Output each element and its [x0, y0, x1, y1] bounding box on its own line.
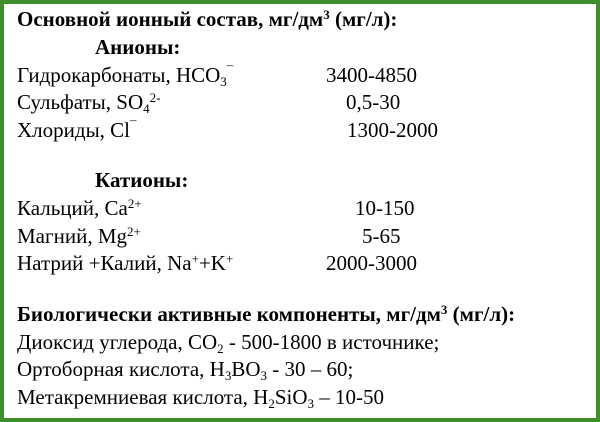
- heading-ionic-suffix: (мг/л):: [329, 7, 398, 31]
- bio-pre: Ортоборная кислота, H: [17, 357, 225, 381]
- anion-name: Сульфаты, SO: [17, 90, 144, 114]
- heading-ionic-composition: [17, 7, 397, 31]
- heading-bio-suffix: (мг/л):: [447, 302, 516, 326]
- bio-post: – 10-50: [314, 385, 385, 409]
- cation-value-magnesium: 5-65: [362, 224, 401, 248]
- anion-sup: 2-: [149, 90, 161, 105]
- heading-bio-sup: 3: [440, 302, 448, 317]
- bio-sub2: 3: [307, 396, 315, 411]
- cation-name: Кальций, Ca: [17, 196, 128, 220]
- bio-post: - 500-1800 в источнике;: [223, 330, 440, 354]
- cation-name: Натрий +Калий, Na: [17, 251, 192, 275]
- bio-row-carbon-dioxide: [17, 330, 439, 354]
- bio-sub: 2: [268, 396, 275, 411]
- anions-title: Анионы:: [95, 35, 181, 59]
- bio-row-metasilicic-acid: [17, 385, 384, 409]
- anion-value-sulfate: 0,5-30: [346, 90, 401, 114]
- anion-value-bicarbonate: 3400-4850: [326, 63, 417, 87]
- cation-row-calcium: [17, 196, 142, 220]
- cation-name: Магний, Mg: [17, 224, 127, 248]
- cation-sup: 2+: [127, 196, 142, 211]
- cation-row-magnesium: [17, 224, 141, 248]
- anion-sup: ¯: [226, 63, 234, 78]
- bio-pre: Диоксид углерода, CO: [17, 330, 218, 354]
- anion-sup: ¯: [130, 118, 137, 133]
- anion-name: Гидрокарбонаты, HCO: [17, 63, 221, 87]
- cation-sup-k: +: [225, 251, 234, 266]
- cation-name-k: +K: [198, 251, 226, 275]
- bio-mid: BO: [231, 357, 261, 381]
- anion-name: Хлориды, Cl: [17, 118, 131, 142]
- anion-row-chloride: [17, 118, 137, 142]
- heading-ionic-text: Основной ионный состав, мг/дм: [17, 7, 324, 31]
- cation-sup: +: [191, 251, 199, 266]
- bio-sub: 2: [217, 341, 224, 356]
- bio-row-boric-acid: [17, 357, 353, 381]
- bio-post: - 30 – 60;: [267, 357, 354, 381]
- anion-sub: 3: [220, 74, 227, 89]
- bio-sub2: 3: [260, 368, 268, 383]
- anion-value-chloride: 1300-2000: [347, 118, 438, 142]
- cation-value-sodium-potassium: 2000-3000: [326, 251, 417, 275]
- heading-bio-text: Биологически активные компоненты, мг/дм: [17, 302, 441, 326]
- heading-ionic-sup: 3: [323, 7, 330, 22]
- bio-mid: SiO: [274, 385, 308, 409]
- bio-sub: 3: [224, 368, 232, 383]
- cation-value-calcium: 10-150: [355, 196, 415, 220]
- cation-row-sodium-potassium: [17, 251, 233, 275]
- anion-row-bicarbonate: [17, 63, 233, 87]
- cation-sup: 2+: [127, 224, 141, 239]
- heading-bio-components: [17, 302, 515, 326]
- bio-pre: Метакремниевая кислота, H: [17, 385, 269, 409]
- cations-title: Катионы:: [95, 168, 189, 192]
- anion-row-sulfate: [17, 90, 160, 114]
- anion-sub: 4: [143, 101, 150, 116]
